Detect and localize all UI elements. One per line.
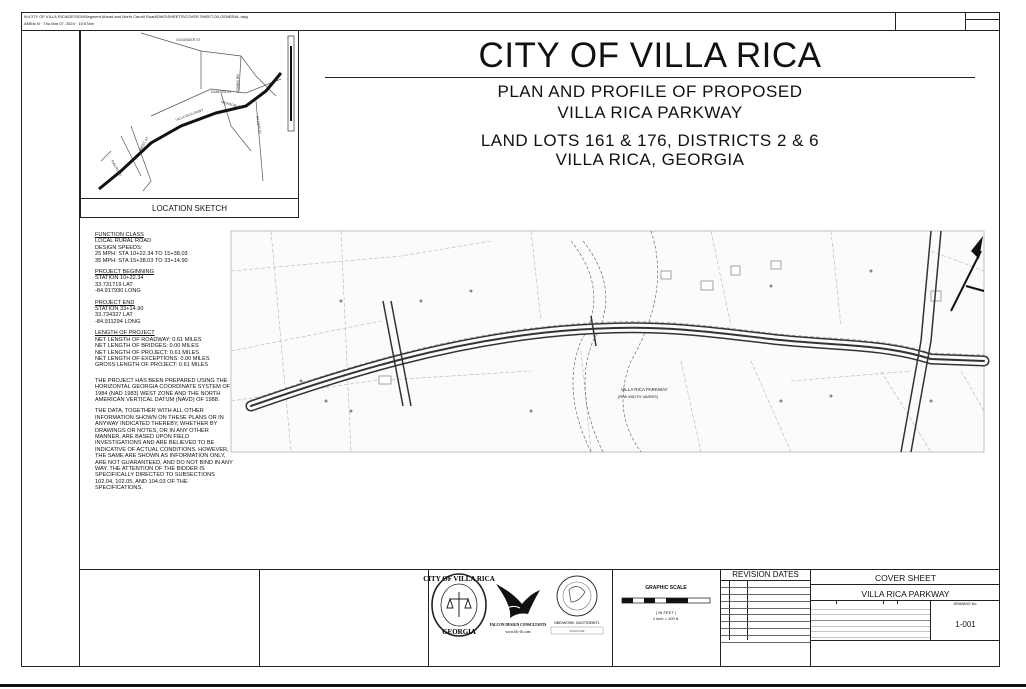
bottom-div-2 <box>428 569 429 667</box>
design-speed-2: 35 MPH: STA 15+38.03 TO 33+14.90 <box>95 257 188 264</box>
revision-row <box>721 581 810 588</box>
revision-row <box>721 622 810 629</box>
sheet-name-line <box>811 584 1000 585</box>
revision-row <box>721 588 810 595</box>
length-exceptions: NET LENGTH OF EXCEPTIONS: 0.00 MILES <box>95 355 210 362</box>
bottom-div-3 <box>612 569 613 667</box>
svg-text:OLEANDER ST: OLEANDER ST <box>176 38 201 42</box>
titleblock-grid <box>811 604 930 640</box>
revision-row <box>721 602 810 609</box>
length-project: NET LENGTH OF PROJECT: 0.61 MILES <box>95 349 200 356</box>
graphic-scale-ratio: 1 inch = 100 ft. <box>652 616 680 621</box>
length-gross: GROSS LENGTH OF PROJECT: 0.61 MILES <box>95 362 209 369</box>
length-heading: LENGTH OF PROJECT <box>95 330 155 337</box>
titleblock-bottom-line <box>811 640 1000 641</box>
design-speeds-heading: DESIGN SPEEDS: <box>95 244 143 251</box>
location-sketch-label: LOCATION SKETCH <box>80 198 299 218</box>
disclaimer-note: THE DATA, TOGETHER WITH ALL OTHER INFORMATION SHOWN ON THESE PLANS OR IN ANYWAY INDICATED THEREBY, WHETHER BY DRAWINGS OR NOTES, OR IN ANY OTHER MANNER, ARE BASED UPON FIELD INVESTIGATIONS AND ARE BELIEVED TO BE INDICATIVE OF ACTUAL CONDITIONS. HOWEVER, THE SAME ARE SHOWN AS INFORMATION ONLY, ARE NOT GUARANTEED, AND DO NOT BIND IN ANY WAY. THE ATTENTION OF THE BIDDER IS SPECIFICALLY DIRECTED TO SUBSECTIONS 102.04, 102.05, AND 104.03 OF THE SPECIFICATIONS. <box>95 408 233 492</box>
end-station: STATION 33+14.90 <box>95 306 144 313</box>
page-bottom-edge <box>0 684 1026 687</box>
falcon-logo <box>489 574 547 636</box>
strip-div-3 <box>965 19 1000 20</box>
svg-text:WEST ST: WEST ST <box>138 136 150 152</box>
location-sketch-map <box>81 31 298 217</box>
begin-lat: 33.731719 LAT <box>95 281 133 288</box>
city-seal-state: GEORGIA <box>442 628 476 636</box>
road-label-row-width: (R/W WIDTH VARIES) <box>618 394 659 399</box>
end-lat: 33.734327 LAT <box>95 312 133 319</box>
road-label: VILLA RICA PARKWAY <box>621 387 668 392</box>
bottom-div-1 <box>259 569 260 667</box>
drawing-number: 1-001 <box>955 620 976 629</box>
sheet-name: COVER SHEET <box>875 573 936 583</box>
svg-text:ST HWY 61: ST HWY 61 <box>255 115 263 135</box>
revision-row <box>721 643 810 649</box>
revision-row <box>721 615 810 622</box>
title-line-1: PLAN AND PROFILE OF PROPOSED <box>497 82 803 101</box>
function-class-value: LOCAL RURAL ROAD <box>95 238 152 245</box>
project-end-heading: PROJECT END <box>95 299 135 306</box>
length-roadway: NET LENGTH OF ROADWAY: 0.61 MILES <box>95 336 202 343</box>
graphic-scale-bar <box>620 594 712 608</box>
graphic-scale-label: GRAPHIC SCALE <box>645 585 687 591</box>
revision-row <box>721 609 810 616</box>
revision-rows <box>721 581 810 640</box>
title-line-3: LAND LOTS 161 & 176, DISTRICTS 2 & 6 <box>480 131 820 150</box>
city-title: CITY OF VILLA RICA <box>478 36 822 75</box>
strip-div-1 <box>895 12 896 30</box>
project-beginning-heading: PROJECT BEGINNING <box>95 269 154 276</box>
svg-text:DANDIVA ST: DANDIVA ST <box>211 90 232 94</box>
title-underline <box>325 77 975 78</box>
project-name: VILLA RICA PARKWAY <box>861 589 950 599</box>
function-class-heading: FUNCTION CLASS <box>95 232 144 238</box>
bottom-strip-top <box>80 569 1000 570</box>
revision-row <box>721 595 810 602</box>
plan-view <box>231 231 985 453</box>
strip-div-2 <box>965 12 966 30</box>
falcon-url: www.fdc-llc.com <box>505 630 531 634</box>
revision-row <box>721 636 810 643</box>
location-sketch-box <box>80 30 299 218</box>
length-bridges: NET LENGTH OF BRIDGES: 0.00 MILES <box>95 343 199 350</box>
city-seal <box>423 572 495 638</box>
drawing-no-label: DRAWING No. <box>953 602 978 606</box>
svg-text:COMBS RD: COMBS RD <box>236 74 240 93</box>
title-line-2: VILLA RICA PARKWAY <box>557 103 743 122</box>
graphic-scale-units: ( IN FEET ) <box>655 610 677 615</box>
begin-station: STATION 10+22.34 <box>95 275 144 282</box>
city-seal-text: CITY OF VILLA RICA <box>423 575 495 583</box>
falcon-name: FALCON DESIGN CONSULTANTS <box>489 623 547 627</box>
plot-stamp: AMEtz.N · Thu Mar 07, 2024 · 10:07am <box>24 21 94 26</box>
file-path: N:\CITY OF VILLA RICA\DESIGN\Segment Ahead and North Carroll Road\DWG\SHEETS\COVER SHEET-00-GENERAL.dwg <box>24 14 248 19</box>
engineer-signature-label: SIGNATURE <box>569 630 585 633</box>
engineer-stamp <box>545 572 609 638</box>
design-speed-1: 25 MPH: STA 10+22.34 TO 15+38.03 <box>95 251 188 258</box>
engineer-number: DBE/WOSB: GDOT/DEBIT1 <box>554 621 600 625</box>
revision-dates-header: REVISION DATES <box>732 570 799 579</box>
project-notes <box>95 232 233 497</box>
svg-text:MEADOW ST: MEADOW ST <box>220 100 243 110</box>
svg-text:VILLA RICA PKWY: VILLA RICA PKWY <box>174 108 205 122</box>
title-line-4: VILLA RICA, GEORGIA <box>555 150 745 169</box>
datum-note: THE PROJECT HAS BEEN PREPARED USING THE HORIZONTAL GEORGIA COORDINATE SYSTEM OF 1984 (NAD 1983) WEST ZONE AND THE NORTH AMERICAN VERTICAL DATUM (NAVD) OF 1988. <box>95 377 231 403</box>
svg-text:RAILROAD: RAILROAD <box>110 159 123 178</box>
project-name-line <box>811 600 1000 601</box>
begin-long: -84.917930 LONG <box>95 288 141 295</box>
end-long: -84.911294 LONG <box>95 318 141 325</box>
revision-row <box>721 629 810 636</box>
